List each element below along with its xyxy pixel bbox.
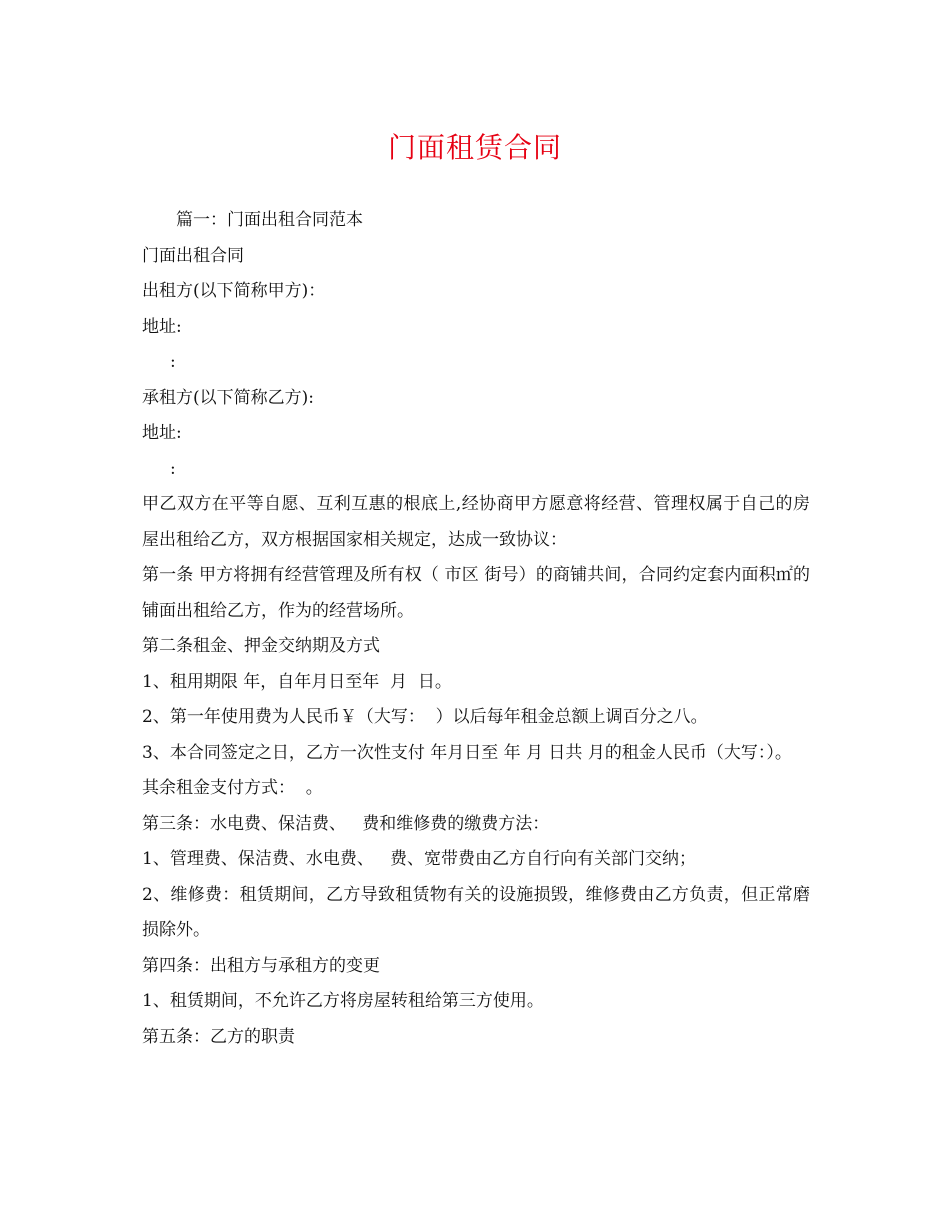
article-4-item-1: 1、租赁期间，不允许乙方将房屋转租给第三方使用。 xyxy=(142,991,544,1011)
article-3-item-2: 2、维修费：租赁期间，乙方导致租赁物有关的设施损毁，维修费由乙方负责，但正常磨损除外。 xyxy=(142,884,810,940)
lessor-address-label: 地址: xyxy=(142,316,182,337)
lessee-address-label: 地址: xyxy=(142,423,182,443)
article-2-item-1: 1、租用期限 年，自年月日至年 月 日。 xyxy=(142,671,452,692)
document-body xyxy=(142,203,810,1055)
section-heading: 篇一：门面出租合同范本 xyxy=(176,210,363,230)
article-2-item-3: 3、本合同签定之日，乙方一次性支付 年月日至 年 月 日共 月的租金人民币（大写：）。 xyxy=(142,742,792,763)
article-2-item-2: 2、第一年使用费为人民币￥（大写： ）以后每年租金总额上调百分之八。 xyxy=(142,707,708,727)
lessor-label: 出租方(以下简称甲方)： xyxy=(142,281,326,301)
lessor-blank-field: : xyxy=(170,352,176,372)
other-payment-method: 其余租金支付方式： 。 xyxy=(142,778,323,798)
contract-heading: 门面出租合同 xyxy=(142,245,244,266)
document-title: 门面租赁合同 xyxy=(387,131,562,164)
agreement-preamble: 甲乙双方在平等自愿、互利互惠的根底上,经协商甲方愿意将经营、管理权属于自己的房屋出租给乙方，双方根据国家相关规定，达成一致协议： xyxy=(142,494,810,550)
article-3-item-1: 1、管理费、保洁费、水电费、 费、宽带费由乙方自行向有关部门交纳； xyxy=(142,849,697,869)
article-3-heading: 第三条：水电费、保洁费、 费和维修费的缴费方法： xyxy=(142,813,550,834)
article-5-heading: 第五条：乙方的职责 xyxy=(142,1026,295,1047)
article-1: 第一条 甲方将拥有经营管理及所有权（ 市区 街号）的商铺共间，合同约定套内面积㎡的铺面出租给乙方，作为的经营场所。 xyxy=(142,565,810,621)
lessee-blank-field: : xyxy=(170,458,176,479)
article-2-heading: 第二条租金、押金交纳期及方式 xyxy=(142,636,380,656)
article-4-heading: 第四条：出租方与承租方的变更 xyxy=(142,955,380,976)
lessee-label: 承租方(以下简称乙方): xyxy=(142,387,314,408)
